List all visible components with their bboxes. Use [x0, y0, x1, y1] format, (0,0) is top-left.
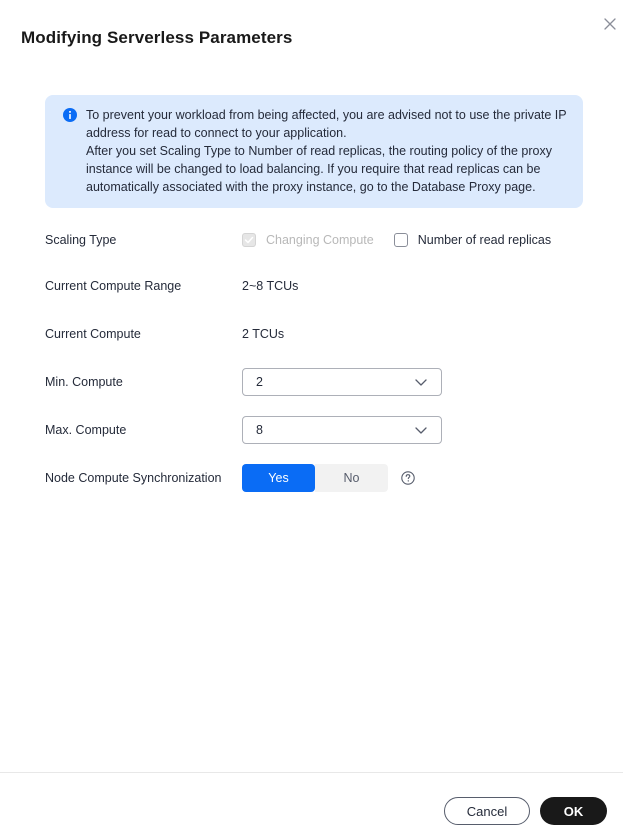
current-compute-range-label: Current Compute Range [45, 279, 182, 293]
current-compute-range-row [45, 272, 585, 300]
close-icon [603, 17, 617, 31]
chevron-down-icon [415, 425, 427, 435]
current-compute-value: 2 TCUs [242, 327, 285, 341]
dialog-title: Modifying Serverless Parameters [21, 28, 293, 47]
node-sync-yes-button[interactable]: Yes [242, 464, 315, 492]
max-compute-row [45, 416, 585, 444]
checkbox-box [242, 233, 256, 247]
notice-text [86, 106, 571, 196]
close-button[interactable] [603, 17, 617, 31]
cancel-button[interactable]: Cancel [444, 797, 530, 825]
min-compute-value: 2 [256, 375, 263, 389]
min-compute-select[interactable] [242, 368, 442, 396]
read-replicas-label: Number of read replicas [417, 233, 552, 247]
current-compute-range-value: 2~8 TCUs [242, 279, 299, 293]
node-sync-row [45, 464, 585, 492]
scaling-type-options [242, 226, 571, 254]
current-compute-label: Current Compute [45, 327, 141, 341]
read-replicas-checkbox[interactable] [394, 233, 551, 247]
changing-compute-label: Changing Compute [266, 233, 374, 247]
node-sync-no-button[interactable]: No [315, 464, 388, 492]
info-icon [63, 108, 77, 122]
notice-line-2: After you set Scaling Type to Number of read replicas, the routing policy of the proxy instance will be changed to load balancing. If you require that read replicas can be automatically associated with the proxy instance, go to the Database Proxy page. [86, 144, 552, 194]
help-icon[interactable] [401, 471, 415, 485]
max-compute-label: Max. Compute [45, 423, 127, 437]
node-sync-toggle [242, 464, 388, 492]
max-compute-value: 8 [256, 423, 263, 437]
info-notice [45, 95, 583, 208]
footer-divider [0, 772, 623, 773]
current-compute-row [45, 320, 585, 348]
min-compute-label: Min. Compute [45, 375, 123, 389]
scaling-type-label: Scaling Type [45, 233, 117, 247]
changing-compute-checkbox[interactable] [242, 233, 374, 247]
min-compute-row [45, 368, 585, 396]
notice-line-1: To prevent your workload from being affected, you are advised not to use the private IP address for read to connect to your application. [86, 108, 567, 140]
node-sync-label: Node Compute Synchronization [45, 471, 222, 485]
scaling-type-row [45, 226, 585, 254]
checkbox-box [394, 233, 408, 247]
check-icon [244, 235, 254, 245]
ok-button[interactable]: OK [540, 797, 607, 825]
max-compute-select[interactable] [242, 416, 442, 444]
chevron-down-icon [415, 377, 427, 387]
